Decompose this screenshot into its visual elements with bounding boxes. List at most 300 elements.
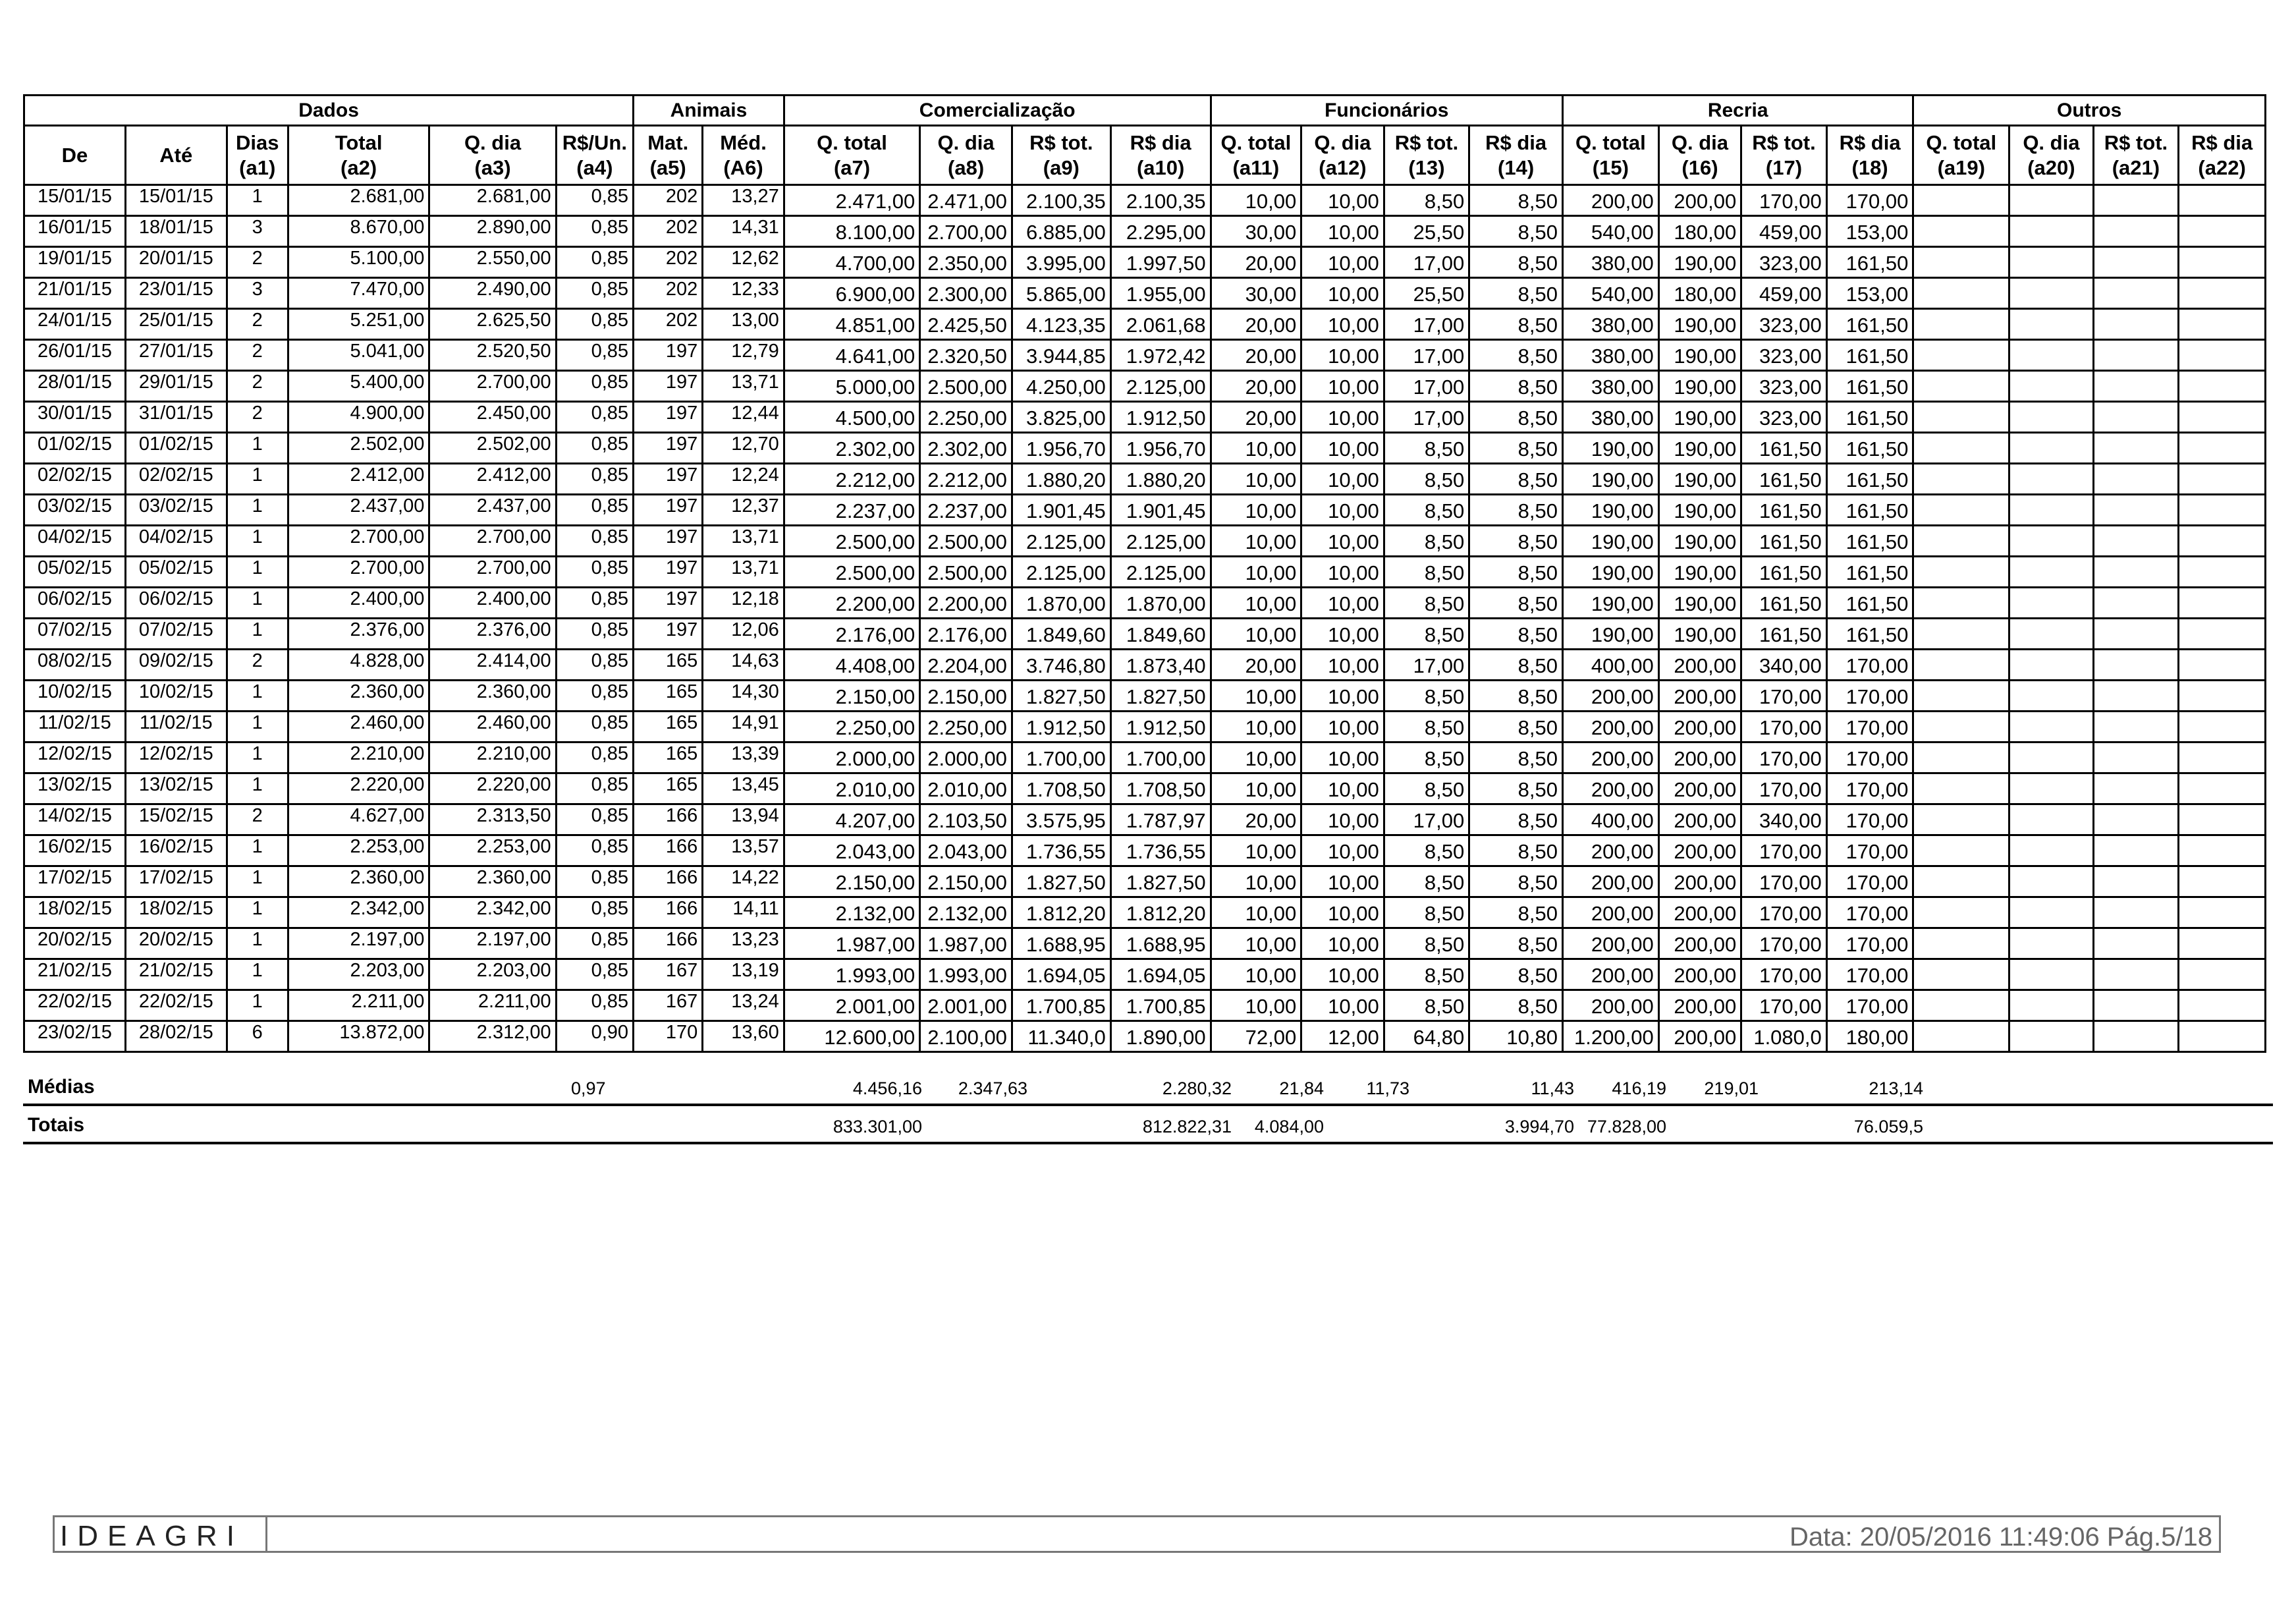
table-cell: 2.125,00 bbox=[1012, 526, 1110, 557]
table-cell: 2 bbox=[227, 402, 288, 433]
table-cell bbox=[1913, 495, 2009, 526]
table-cell: 400,00 bbox=[1562, 804, 1658, 835]
table-cell: 0,85 bbox=[556, 835, 633, 866]
table-cell: 1.955,00 bbox=[1110, 278, 1211, 309]
table-cell: 10,00 bbox=[1301, 402, 1384, 433]
table-cell: 8,50 bbox=[1384, 897, 1469, 928]
table-cell: 10,00 bbox=[1301, 897, 1384, 928]
totais-a10: 812.822,31 bbox=[1142, 1117, 1232, 1136]
table-cell: 20/02/15 bbox=[125, 928, 227, 959]
table-cell: 10,00 bbox=[1301, 309, 1384, 340]
table-cell: 20,00 bbox=[1211, 309, 1301, 340]
table-cell: 161,50 bbox=[1826, 619, 1913, 650]
table-cell: 2.342,00 bbox=[429, 897, 556, 928]
table-cell: 2.197,00 bbox=[429, 928, 556, 959]
table-cell: 25,50 bbox=[1384, 278, 1469, 309]
table-cell: 2.320,50 bbox=[920, 340, 1012, 371]
column-header-line: R$/Un. bbox=[562, 130, 627, 154]
table-cell: 13,00 bbox=[703, 309, 784, 340]
table-cell: 1.997,50 bbox=[1110, 247, 1211, 278]
table-cell: 202 bbox=[634, 309, 703, 340]
table-cell: 0,85 bbox=[556, 402, 633, 433]
totais-a14: 3.994,70 bbox=[1504, 1117, 1574, 1136]
table-cell: 2.700,00 bbox=[288, 526, 429, 557]
table-cell: 2.150,00 bbox=[784, 681, 919, 712]
table-cell: 03/02/15 bbox=[125, 495, 227, 526]
table-cell: 170,00 bbox=[1741, 959, 1827, 990]
table-cell: 1.987,00 bbox=[784, 928, 919, 959]
table-cell: 1 bbox=[227, 959, 288, 990]
column-header bbox=[2179, 126, 2266, 185]
table-cell: 26/01/15 bbox=[24, 340, 126, 371]
table-cell: 1.812,20 bbox=[1110, 897, 1211, 928]
table-row bbox=[24, 526, 2266, 557]
column-header-line: Q. dia bbox=[1671, 130, 1729, 154]
table-cell: 170,00 bbox=[1741, 742, 1827, 773]
table-cell: 190,00 bbox=[1658, 247, 1741, 278]
column-header bbox=[1826, 126, 1913, 185]
medias-a11: 21,84 bbox=[1279, 1078, 1324, 1098]
table-cell: 10,00 bbox=[1211, 866, 1301, 897]
table-cell: 04/02/15 bbox=[125, 526, 227, 557]
table-cell: 197 bbox=[634, 433, 703, 464]
table-cell: 10,00 bbox=[1301, 835, 1384, 866]
table-cell: 8,50 bbox=[1384, 866, 1469, 897]
table-cell: 13,94 bbox=[703, 804, 784, 835]
table-cell: 10,00 bbox=[1301, 278, 1384, 309]
table-cell: 200,00 bbox=[1562, 990, 1658, 1021]
table-cell: 8,50 bbox=[1469, 928, 1563, 959]
table-cell: 170,00 bbox=[1826, 650, 1913, 681]
table-cell: 400,00 bbox=[1562, 650, 1658, 681]
table-cell: 8,50 bbox=[1469, 804, 1563, 835]
table-cell: 1 bbox=[227, 773, 288, 804]
table-cell: 10,00 bbox=[1211, 619, 1301, 650]
column-header-line: (13) bbox=[1408, 155, 1445, 179]
table-cell: 0,85 bbox=[556, 928, 633, 959]
table-cell: 190,00 bbox=[1658, 309, 1741, 340]
column-header bbox=[634, 126, 703, 185]
table-cell: 10,00 bbox=[1301, 866, 1384, 897]
table-cell: 2.342,00 bbox=[288, 897, 429, 928]
medias-a16: 219,01 bbox=[1704, 1078, 1759, 1098]
column-header bbox=[1211, 126, 1301, 185]
table-cell: 14,22 bbox=[703, 866, 784, 897]
table-cell bbox=[1913, 309, 2009, 340]
table-cell: 0,85 bbox=[556, 247, 633, 278]
table-cell: 4.828,00 bbox=[288, 650, 429, 681]
table-cell: 16/01/15 bbox=[24, 216, 126, 247]
table-cell: 2.010,00 bbox=[784, 773, 919, 804]
table-cell: 1.708,50 bbox=[1110, 773, 1211, 804]
table-cell: 161,50 bbox=[1741, 619, 1827, 650]
table-cell: 200,00 bbox=[1562, 897, 1658, 928]
table-cell: 200,00 bbox=[1562, 185, 1658, 216]
table-cell: 166 bbox=[634, 928, 703, 959]
column-header-line: De bbox=[61, 143, 88, 167]
table-row bbox=[24, 619, 2266, 650]
table-cell: 8,50 bbox=[1469, 526, 1563, 557]
table-cell: 5.400,00 bbox=[288, 371, 429, 402]
table-cell: 170,00 bbox=[1741, 712, 1827, 742]
table-cell bbox=[2009, 681, 2094, 712]
table-cell bbox=[2179, 835, 2266, 866]
table-cell: 1.901,45 bbox=[1110, 495, 1211, 526]
table-cell: 2.360,00 bbox=[288, 866, 429, 897]
table-cell: 10,00 bbox=[1301, 681, 1384, 712]
table-cell: 4.408,00 bbox=[784, 650, 919, 681]
table-cell: 8,50 bbox=[1469, 216, 1563, 247]
table-cell: 2.376,00 bbox=[288, 619, 429, 650]
table-cell: 1.694,05 bbox=[1110, 959, 1211, 990]
table-cell: 10,00 bbox=[1301, 773, 1384, 804]
table-cell: 10,00 bbox=[1211, 433, 1301, 464]
table-cell: 2.400,00 bbox=[288, 588, 429, 619]
table-cell: 161,50 bbox=[1826, 557, 1913, 588]
table-cell: 170,00 bbox=[1826, 804, 1913, 835]
table-row bbox=[24, 557, 2266, 588]
table-cell: 8,50 bbox=[1469, 959, 1563, 990]
table-row bbox=[24, 309, 2266, 340]
table-cell: 200,00 bbox=[1658, 185, 1741, 216]
table-cell: 170,00 bbox=[1741, 773, 1827, 804]
table-cell: 2.425,50 bbox=[920, 309, 1012, 340]
table-cell: 29/01/15 bbox=[125, 371, 227, 402]
table-cell: 01/02/15 bbox=[125, 433, 227, 464]
table-cell: 2.890,00 bbox=[429, 216, 556, 247]
table-cell: 2.250,00 bbox=[784, 712, 919, 742]
table-cell: 0,85 bbox=[556, 742, 633, 773]
table-cell: 8,50 bbox=[1469, 619, 1563, 650]
table-cell: 4.207,00 bbox=[784, 804, 919, 835]
medias-a8: 2.347,63 bbox=[958, 1078, 1027, 1098]
table-cell bbox=[2179, 804, 2266, 835]
table-cell: 0,85 bbox=[556, 773, 633, 804]
table-cell: 2.500,00 bbox=[784, 526, 919, 557]
table-cell: 323,00 bbox=[1741, 340, 1827, 371]
column-header-line: (a21) bbox=[2112, 155, 2160, 179]
table-cell bbox=[1913, 712, 2009, 742]
column-header-line: Q. total bbox=[1220, 130, 1292, 154]
totais-row bbox=[23, 1109, 2273, 1144]
table-cell: 10,00 bbox=[1211, 835, 1301, 866]
table-row bbox=[24, 835, 2266, 866]
table-cell bbox=[2009, 835, 2094, 866]
table-cell: 167 bbox=[634, 959, 703, 990]
table-cell: 3.825,00 bbox=[1012, 402, 1110, 433]
table-cell bbox=[1913, 959, 2009, 990]
table-cell bbox=[2093, 959, 2179, 990]
table-cell bbox=[1913, 897, 2009, 928]
table-cell bbox=[1913, 340, 2009, 371]
column-header bbox=[429, 126, 556, 185]
table-cell: 1.987,00 bbox=[920, 928, 1012, 959]
table-cell: 10,00 bbox=[1211, 588, 1301, 619]
table-cell: 2.204,00 bbox=[920, 650, 1012, 681]
column-header bbox=[1012, 126, 1110, 185]
table-cell: 8,50 bbox=[1384, 433, 1469, 464]
table-cell: 200,00 bbox=[1562, 681, 1658, 712]
table-cell: 1.708,50 bbox=[1012, 773, 1110, 804]
table-cell bbox=[2093, 185, 2179, 216]
table-cell bbox=[1913, 619, 2009, 650]
table-cell: 180,00 bbox=[1658, 216, 1741, 247]
table-cell bbox=[1913, 773, 2009, 804]
table-cell: 8,50 bbox=[1384, 712, 1469, 742]
table-cell: 2.460,00 bbox=[288, 712, 429, 742]
table-cell: 459,00 bbox=[1741, 216, 1827, 247]
table-cell: 1.812,20 bbox=[1012, 897, 1110, 928]
table-row bbox=[24, 1021, 2266, 1052]
table-cell: 8,50 bbox=[1469, 773, 1563, 804]
table-cell: 2.000,00 bbox=[784, 742, 919, 773]
table-cell: 323,00 bbox=[1741, 402, 1827, 433]
table-cell: 170,00 bbox=[1826, 897, 1913, 928]
table-cell: 459,00 bbox=[1741, 278, 1827, 309]
table-cell: 1.901,45 bbox=[1012, 495, 1110, 526]
table-cell: 19/01/15 bbox=[24, 247, 126, 278]
table-cell bbox=[2009, 619, 2094, 650]
table-cell bbox=[2179, 216, 2266, 247]
table-cell: 2.460,00 bbox=[429, 712, 556, 742]
table-cell: 2.150,00 bbox=[920, 866, 1012, 897]
table-cell: 161,50 bbox=[1826, 526, 1913, 557]
table-cell bbox=[2093, 804, 2179, 835]
table-cell: 1.700,85 bbox=[1110, 990, 1211, 1021]
table-cell: 2.132,00 bbox=[784, 897, 919, 928]
column-header-line: (14) bbox=[1498, 155, 1535, 179]
table-cell: 165 bbox=[634, 681, 703, 712]
table-cell: 8,50 bbox=[1384, 464, 1469, 495]
table-row bbox=[24, 742, 2266, 773]
table-cell: 09/02/15 bbox=[125, 650, 227, 681]
table-cell: 8,50 bbox=[1384, 928, 1469, 959]
table-cell: 2.471,00 bbox=[784, 185, 919, 216]
table-cell: 200,00 bbox=[1658, 866, 1741, 897]
column-header-line: (a2) bbox=[341, 155, 377, 179]
table-cell: 161,50 bbox=[1741, 588, 1827, 619]
table-cell bbox=[2093, 866, 2179, 897]
table-cell: 200,00 bbox=[1658, 712, 1741, 742]
table-cell: 20,00 bbox=[1211, 340, 1301, 371]
table-cell: 10,00 bbox=[1301, 526, 1384, 557]
table-cell: 01/02/15 bbox=[24, 433, 126, 464]
table-cell: 2.200,00 bbox=[920, 588, 1012, 619]
table-cell: 17,00 bbox=[1384, 650, 1469, 681]
table-cell bbox=[2009, 185, 2094, 216]
table-cell bbox=[1913, 928, 2009, 959]
table-cell: 2.700,00 bbox=[429, 371, 556, 402]
table-cell: 190,00 bbox=[1658, 433, 1741, 464]
table-cell: 02/02/15 bbox=[24, 464, 126, 495]
table-cell: 0,85 bbox=[556, 588, 633, 619]
table-cell: 13,57 bbox=[703, 835, 784, 866]
table-cell: 3 bbox=[227, 278, 288, 309]
table-cell: 8,50 bbox=[1469, 247, 1563, 278]
table-cell bbox=[2093, 712, 2179, 742]
table-cell bbox=[2179, 773, 2266, 804]
table-cell: 2.150,00 bbox=[920, 681, 1012, 712]
table-cell: 2.125,00 bbox=[1110, 557, 1211, 588]
table-cell: 202 bbox=[634, 247, 703, 278]
column-header bbox=[288, 126, 429, 185]
table-cell: 10,00 bbox=[1211, 495, 1301, 526]
table-cell: 0,85 bbox=[556, 557, 633, 588]
table-row bbox=[24, 650, 2266, 681]
table-cell: 10,00 bbox=[1211, 959, 1301, 990]
table-cell: 15/01/15 bbox=[24, 185, 126, 216]
table-cell bbox=[2093, 835, 2179, 866]
table-cell: 4.627,00 bbox=[288, 804, 429, 835]
table-cell: 8,50 bbox=[1469, 588, 1563, 619]
table-cell bbox=[2009, 804, 2094, 835]
column-header-line: Q. total bbox=[1926, 130, 1997, 154]
table-cell: 8,50 bbox=[1469, 990, 1563, 1021]
table-cell: 165 bbox=[634, 712, 703, 742]
table-cell: 8,50 bbox=[1469, 897, 1563, 928]
table-cell: 1.736,55 bbox=[1012, 835, 1110, 866]
table-cell: 170,00 bbox=[1741, 866, 1827, 897]
table-cell: 8,50 bbox=[1469, 712, 1563, 742]
table-cell: 0,85 bbox=[556, 650, 633, 681]
table-cell: 200,00 bbox=[1658, 681, 1741, 712]
table-cell: 180,00 bbox=[1658, 278, 1741, 309]
table-cell: 200,00 bbox=[1562, 742, 1658, 773]
table-cell bbox=[2179, 371, 2266, 402]
table-cell: 8,50 bbox=[1469, 278, 1563, 309]
table-cell: 20,00 bbox=[1211, 402, 1301, 433]
table-cell: 10,00 bbox=[1301, 340, 1384, 371]
table-row bbox=[24, 464, 2266, 495]
table-cell bbox=[2009, 557, 2094, 588]
table-cell: 161,50 bbox=[1741, 557, 1827, 588]
table-cell: 161,50 bbox=[1826, 247, 1913, 278]
table-cell: 2.010,00 bbox=[920, 773, 1012, 804]
table-cell: 10,00 bbox=[1301, 216, 1384, 247]
table-cell: 20,00 bbox=[1211, 804, 1301, 835]
table-cell bbox=[1913, 464, 2009, 495]
table-cell bbox=[2009, 309, 2094, 340]
table-cell: 0,85 bbox=[556, 866, 633, 897]
table-cell: 10,80 bbox=[1469, 1021, 1563, 1052]
table-cell: 170,00 bbox=[1741, 681, 1827, 712]
column-header bbox=[125, 126, 227, 185]
table-cell: 4.250,00 bbox=[1012, 371, 1110, 402]
table-cell: 12,79 bbox=[703, 340, 784, 371]
table-cell: 2.176,00 bbox=[784, 619, 919, 650]
column-header bbox=[24, 126, 126, 185]
table-cell: 1.200,00 bbox=[1562, 1021, 1658, 1052]
table-cell: 12,18 bbox=[703, 588, 784, 619]
table-cell: 161,50 bbox=[1826, 309, 1913, 340]
table-cell: 165 bbox=[634, 650, 703, 681]
table-cell: 1.736,55 bbox=[1110, 835, 1211, 866]
table-cell: 170,00 bbox=[1826, 773, 1913, 804]
table-cell bbox=[2179, 340, 2266, 371]
table-cell: 1.993,00 bbox=[920, 959, 1012, 990]
table-cell: 8,50 bbox=[1469, 650, 1563, 681]
table-cell bbox=[2179, 464, 2266, 495]
table-cell bbox=[2179, 402, 2266, 433]
table-cell: 5.000,00 bbox=[784, 371, 919, 402]
table-cell: 05/02/15 bbox=[24, 557, 126, 588]
table-cell: 1.880,20 bbox=[1012, 464, 1110, 495]
totais-a11: 4.084,00 bbox=[1254, 1117, 1324, 1136]
column-header-line: R$ dia bbox=[1485, 130, 1547, 154]
table-cell: 17/02/15 bbox=[125, 866, 227, 897]
table-cell: 2.237,00 bbox=[920, 495, 1012, 526]
table-cell: 2.212,00 bbox=[784, 464, 919, 495]
table-cell: 13,39 bbox=[703, 742, 784, 773]
table-cell: 8,50 bbox=[1384, 557, 1469, 588]
column-header-line: R$ dia bbox=[1130, 130, 1191, 154]
table-cell: 190,00 bbox=[1658, 619, 1741, 650]
table-cell: 2.210,00 bbox=[429, 742, 556, 773]
table-cell: 1.912,50 bbox=[1012, 712, 1110, 742]
table-cell bbox=[2093, 278, 2179, 309]
table-cell: 8,50 bbox=[1384, 526, 1469, 557]
column-header-line: (15) bbox=[1592, 155, 1629, 179]
table-cell: 2.176,00 bbox=[920, 619, 1012, 650]
table-cell: 170,00 bbox=[1826, 959, 1913, 990]
table-row bbox=[24, 866, 2266, 897]
table-cell bbox=[1913, 185, 2009, 216]
table-cell: 0,85 bbox=[556, 216, 633, 247]
table-cell: 0,85 bbox=[556, 278, 633, 309]
table-row bbox=[24, 216, 2266, 247]
table-cell: 10,00 bbox=[1211, 897, 1301, 928]
table-cell: 340,00 bbox=[1741, 650, 1827, 681]
table-cell: 12,62 bbox=[703, 247, 784, 278]
table-cell: 1.700,85 bbox=[1012, 990, 1110, 1021]
table-cell bbox=[2179, 619, 2266, 650]
column-header-line: R$ tot. bbox=[1394, 130, 1459, 154]
table-cell: 13/02/15 bbox=[24, 773, 126, 804]
table-cell: 190,00 bbox=[1658, 557, 1741, 588]
table-cell bbox=[2009, 402, 2094, 433]
table-cell: 2.400,00 bbox=[429, 588, 556, 619]
table-cell: 2.001,00 bbox=[920, 990, 1012, 1021]
column-header-line: (a3) bbox=[474, 155, 511, 179]
table-cell: 1.827,50 bbox=[1110, 681, 1211, 712]
table-cell: 13,71 bbox=[703, 557, 784, 588]
table-row bbox=[24, 959, 2266, 990]
table-cell bbox=[2009, 959, 2094, 990]
table-cell: 170,00 bbox=[1741, 990, 1827, 1021]
table-cell: 20,00 bbox=[1211, 650, 1301, 681]
table-row bbox=[24, 402, 2266, 433]
group-recria: Recria bbox=[1562, 96, 1913, 126]
table-cell: 20,00 bbox=[1211, 371, 1301, 402]
table-cell: 200,00 bbox=[1562, 835, 1658, 866]
table-cell bbox=[1913, 588, 2009, 619]
table-cell: 10,00 bbox=[1301, 804, 1384, 835]
table-cell: 323,00 bbox=[1741, 309, 1827, 340]
table-cell: 2.520,50 bbox=[429, 340, 556, 371]
totais-label: Totais bbox=[28, 1114, 85, 1136]
table-cell: 2.100,00 bbox=[920, 1021, 1012, 1052]
table-cell bbox=[2093, 650, 2179, 681]
table-cell: 1 bbox=[227, 619, 288, 650]
table-cell: 8,50 bbox=[1469, 835, 1563, 866]
table-cell: 1 bbox=[227, 495, 288, 526]
table-cell: 2.700,00 bbox=[429, 526, 556, 557]
table-cell: 30,00 bbox=[1211, 278, 1301, 309]
table-cell: 1.993,00 bbox=[784, 959, 919, 990]
totais-a18: 76.059,5 bbox=[1853, 1117, 1923, 1136]
table-cell: 0,85 bbox=[556, 309, 633, 340]
table-cell: 0,85 bbox=[556, 433, 633, 464]
